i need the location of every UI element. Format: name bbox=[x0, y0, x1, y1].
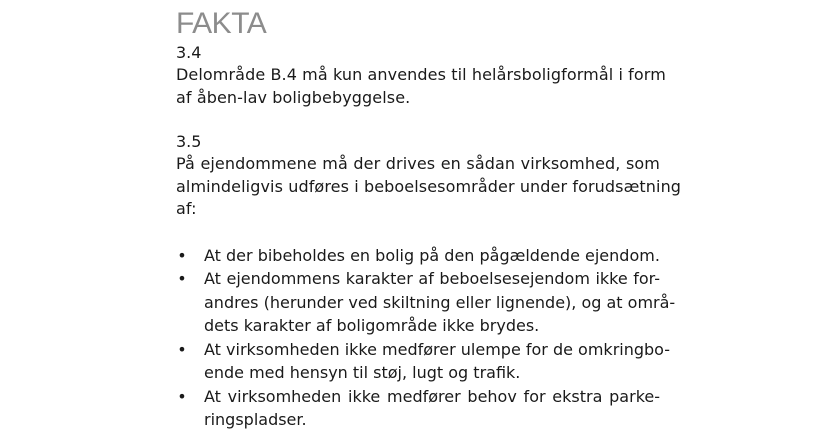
section-text bbox=[176, 153, 682, 221]
document-page bbox=[176, 0, 682, 432]
fakta-heading: FAKTA bbox=[176, 7, 267, 40]
text-line: At ejendommens karakter af beboelsesejendom ikke for- bbox=[204, 269, 660, 288]
text-line: af: bbox=[176, 199, 197, 218]
condition-list bbox=[176, 244, 676, 432]
list-item bbox=[176, 267, 676, 338]
section-3-5 bbox=[176, 131, 682, 432]
text-line: Delområde B.4 må kun anvendes til helårsboligformål i form bbox=[176, 65, 666, 84]
section-number: 3.4 bbox=[176, 43, 202, 62]
text-line: almindeligvis udføres i beboelsesområder under forudsætning bbox=[176, 176, 682, 196]
text-line: dets karakter af boligområde ikke brydes. bbox=[204, 316, 540, 335]
bullet-icon: • bbox=[177, 245, 187, 265]
text-line: ende med hensyn til støj, lugt og trafik. bbox=[204, 363, 521, 382]
text-line: andres (herunder ved skiltning eller lignende), og at områ- bbox=[204, 292, 676, 312]
list-item bbox=[176, 338, 671, 385]
text-line: På ejendommene må der drives en sådan virksomhed, som bbox=[176, 154, 660, 173]
text-line: At virksomheden ikke medfører ulempe for de omkringbo- bbox=[204, 339, 671, 359]
bullet-icon: • bbox=[177, 269, 187, 288]
text-line: At der bibeholdes en bolig på den pågældende ejendom. bbox=[204, 245, 660, 265]
text-line: ringspladser. bbox=[204, 410, 307, 429]
section-text bbox=[176, 64, 666, 109]
bullet-icon: • bbox=[177, 339, 187, 359]
bullet-icon: • bbox=[177, 386, 187, 406]
text-line: af åben-lav boligbebyggelse. bbox=[176, 87, 411, 107]
text-line: At virksomheden ikke medfører behov for ekstra parke- bbox=[204, 386, 660, 406]
section-3-4 bbox=[176, 42, 666, 109]
section-number: 3.5 bbox=[176, 132, 202, 151]
list-item bbox=[176, 385, 660, 432]
list-item bbox=[176, 244, 660, 268]
